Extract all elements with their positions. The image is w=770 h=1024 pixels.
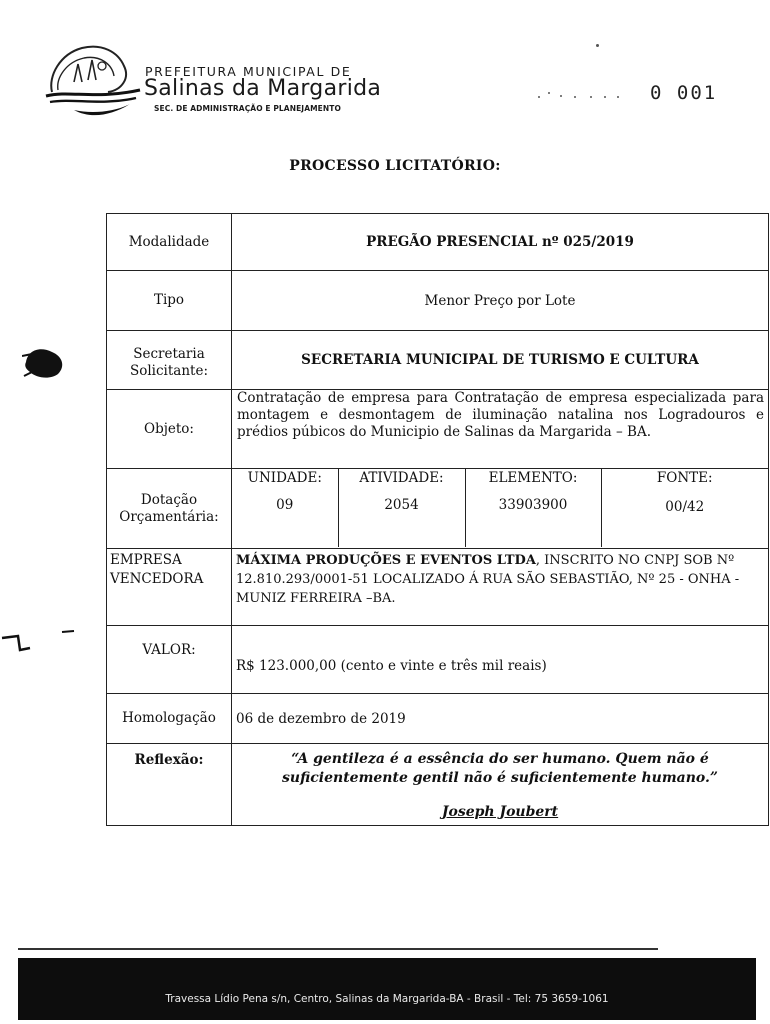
footer-bar bbox=[18, 958, 756, 1020]
scan-mark-icon bbox=[0, 620, 75, 660]
secretaria-value: SECRETARIA MUNICIPAL DE TURISMO E CULTURA bbox=[232, 331, 769, 390]
prefeitura-logo-icon bbox=[44, 40, 144, 120]
page-number: 0 001 bbox=[650, 82, 718, 104]
row-homologacao bbox=[107, 694, 769, 744]
dotacao-atividade bbox=[338, 469, 465, 547]
process-table bbox=[106, 213, 769, 826]
fonte-label: FONTE: bbox=[656, 470, 713, 486]
valor-label: VALOR: bbox=[107, 626, 232, 694]
unidade-value: 09 bbox=[276, 497, 294, 513]
objeto-value: Contratação de empresa para Contratação de empresa especializada para montagem e desmontagem de iluminação natalina nos Logradouros e prédios púbicos do Municipio de Salinas da Margarida – BA. bbox=[232, 390, 769, 469]
homologacao-value: 06 de dezembro de 2019 bbox=[232, 694, 769, 744]
reflexao-quote: “A gentileza é a essência do ser humano. Quem não é suficientemente gentil não é suficientemente humano.” bbox=[282, 751, 718, 786]
reflexao-author: Joseph Joubert bbox=[441, 804, 559, 820]
dotacao-label: Dotação Orçamentária: bbox=[107, 469, 232, 549]
row-valor bbox=[107, 626, 769, 694]
modalidade-label: Modalidade bbox=[107, 214, 232, 271]
empresa-details: , INSCRITO NO CNPJ SOB Nº 12.810.293/0001-51 LOCALIZADO Á RUA SÃO SEBASTIÃO, Nº 25 - ONHA - MUNIZ FERREIRA –BA. bbox=[236, 553, 740, 606]
unidade-label: UNIDADE: bbox=[247, 470, 322, 486]
homologacao-label: Homologação bbox=[107, 694, 232, 744]
empresa-name: MÁXIMA PRODUÇÕES E EVENTOS LTDA bbox=[236, 553, 536, 568]
row-objeto bbox=[107, 390, 769, 469]
row-secretaria bbox=[107, 331, 769, 390]
valor-value: R$ 123.000,00 (cento e vinte e três mil reais) bbox=[236, 658, 547, 674]
row-modalidade bbox=[107, 214, 769, 271]
empresa-value bbox=[232, 549, 769, 626]
header-line-1: PREFEITURA MUNICIPAL DE bbox=[145, 64, 352, 79]
header-secretariat: SEC. DE ADMINISTRAÇÃO E PLANEJAMENTO bbox=[154, 104, 341, 113]
footer-address: Travessa Lídio Pena s/n, Centro, Salinas da Margarida-BA - Brasil - Tel: 75 3659-1061 bbox=[165, 993, 609, 1005]
dotacao-unidade bbox=[232, 469, 338, 547]
elemento-label: ELEMENTO: bbox=[488, 470, 578, 486]
dotacao-fonte bbox=[601, 469, 768, 547]
empresa-label: EMPRESA VENCEDORA bbox=[107, 549, 232, 626]
objeto-label: Objeto: bbox=[107, 390, 232, 469]
tipo-value: Menor Preço por Lote bbox=[232, 271, 769, 331]
row-empresa bbox=[107, 549, 769, 626]
scan-smudge-icon bbox=[22, 342, 66, 382]
elemento-value: 33903900 bbox=[498, 497, 568, 513]
fonte-value: 00/42 bbox=[665, 499, 705, 515]
atividade-label: ATIVIDADE: bbox=[359, 470, 444, 486]
row-tipo bbox=[107, 271, 769, 331]
header-city-name: Salinas da Margarida bbox=[144, 76, 382, 101]
dotacao-grid bbox=[232, 469, 768, 547]
tipo-label: Tipo bbox=[107, 271, 232, 331]
modalidade-value: PREGÃO PRESENCIAL nº 025/2019 bbox=[232, 214, 769, 271]
dotacao-elemento bbox=[465, 469, 601, 547]
row-reflexao bbox=[107, 744, 769, 826]
reflexao-label: Reflexão: bbox=[107, 744, 232, 826]
atividade-value: 2054 bbox=[384, 497, 419, 513]
row-dotacao bbox=[107, 469, 769, 549]
footer-rule bbox=[18, 948, 658, 950]
secretaria-label: Secretaria Solicitante: bbox=[107, 331, 232, 390]
document-title: PROCESSO LICITATÓRIO: bbox=[289, 158, 501, 174]
